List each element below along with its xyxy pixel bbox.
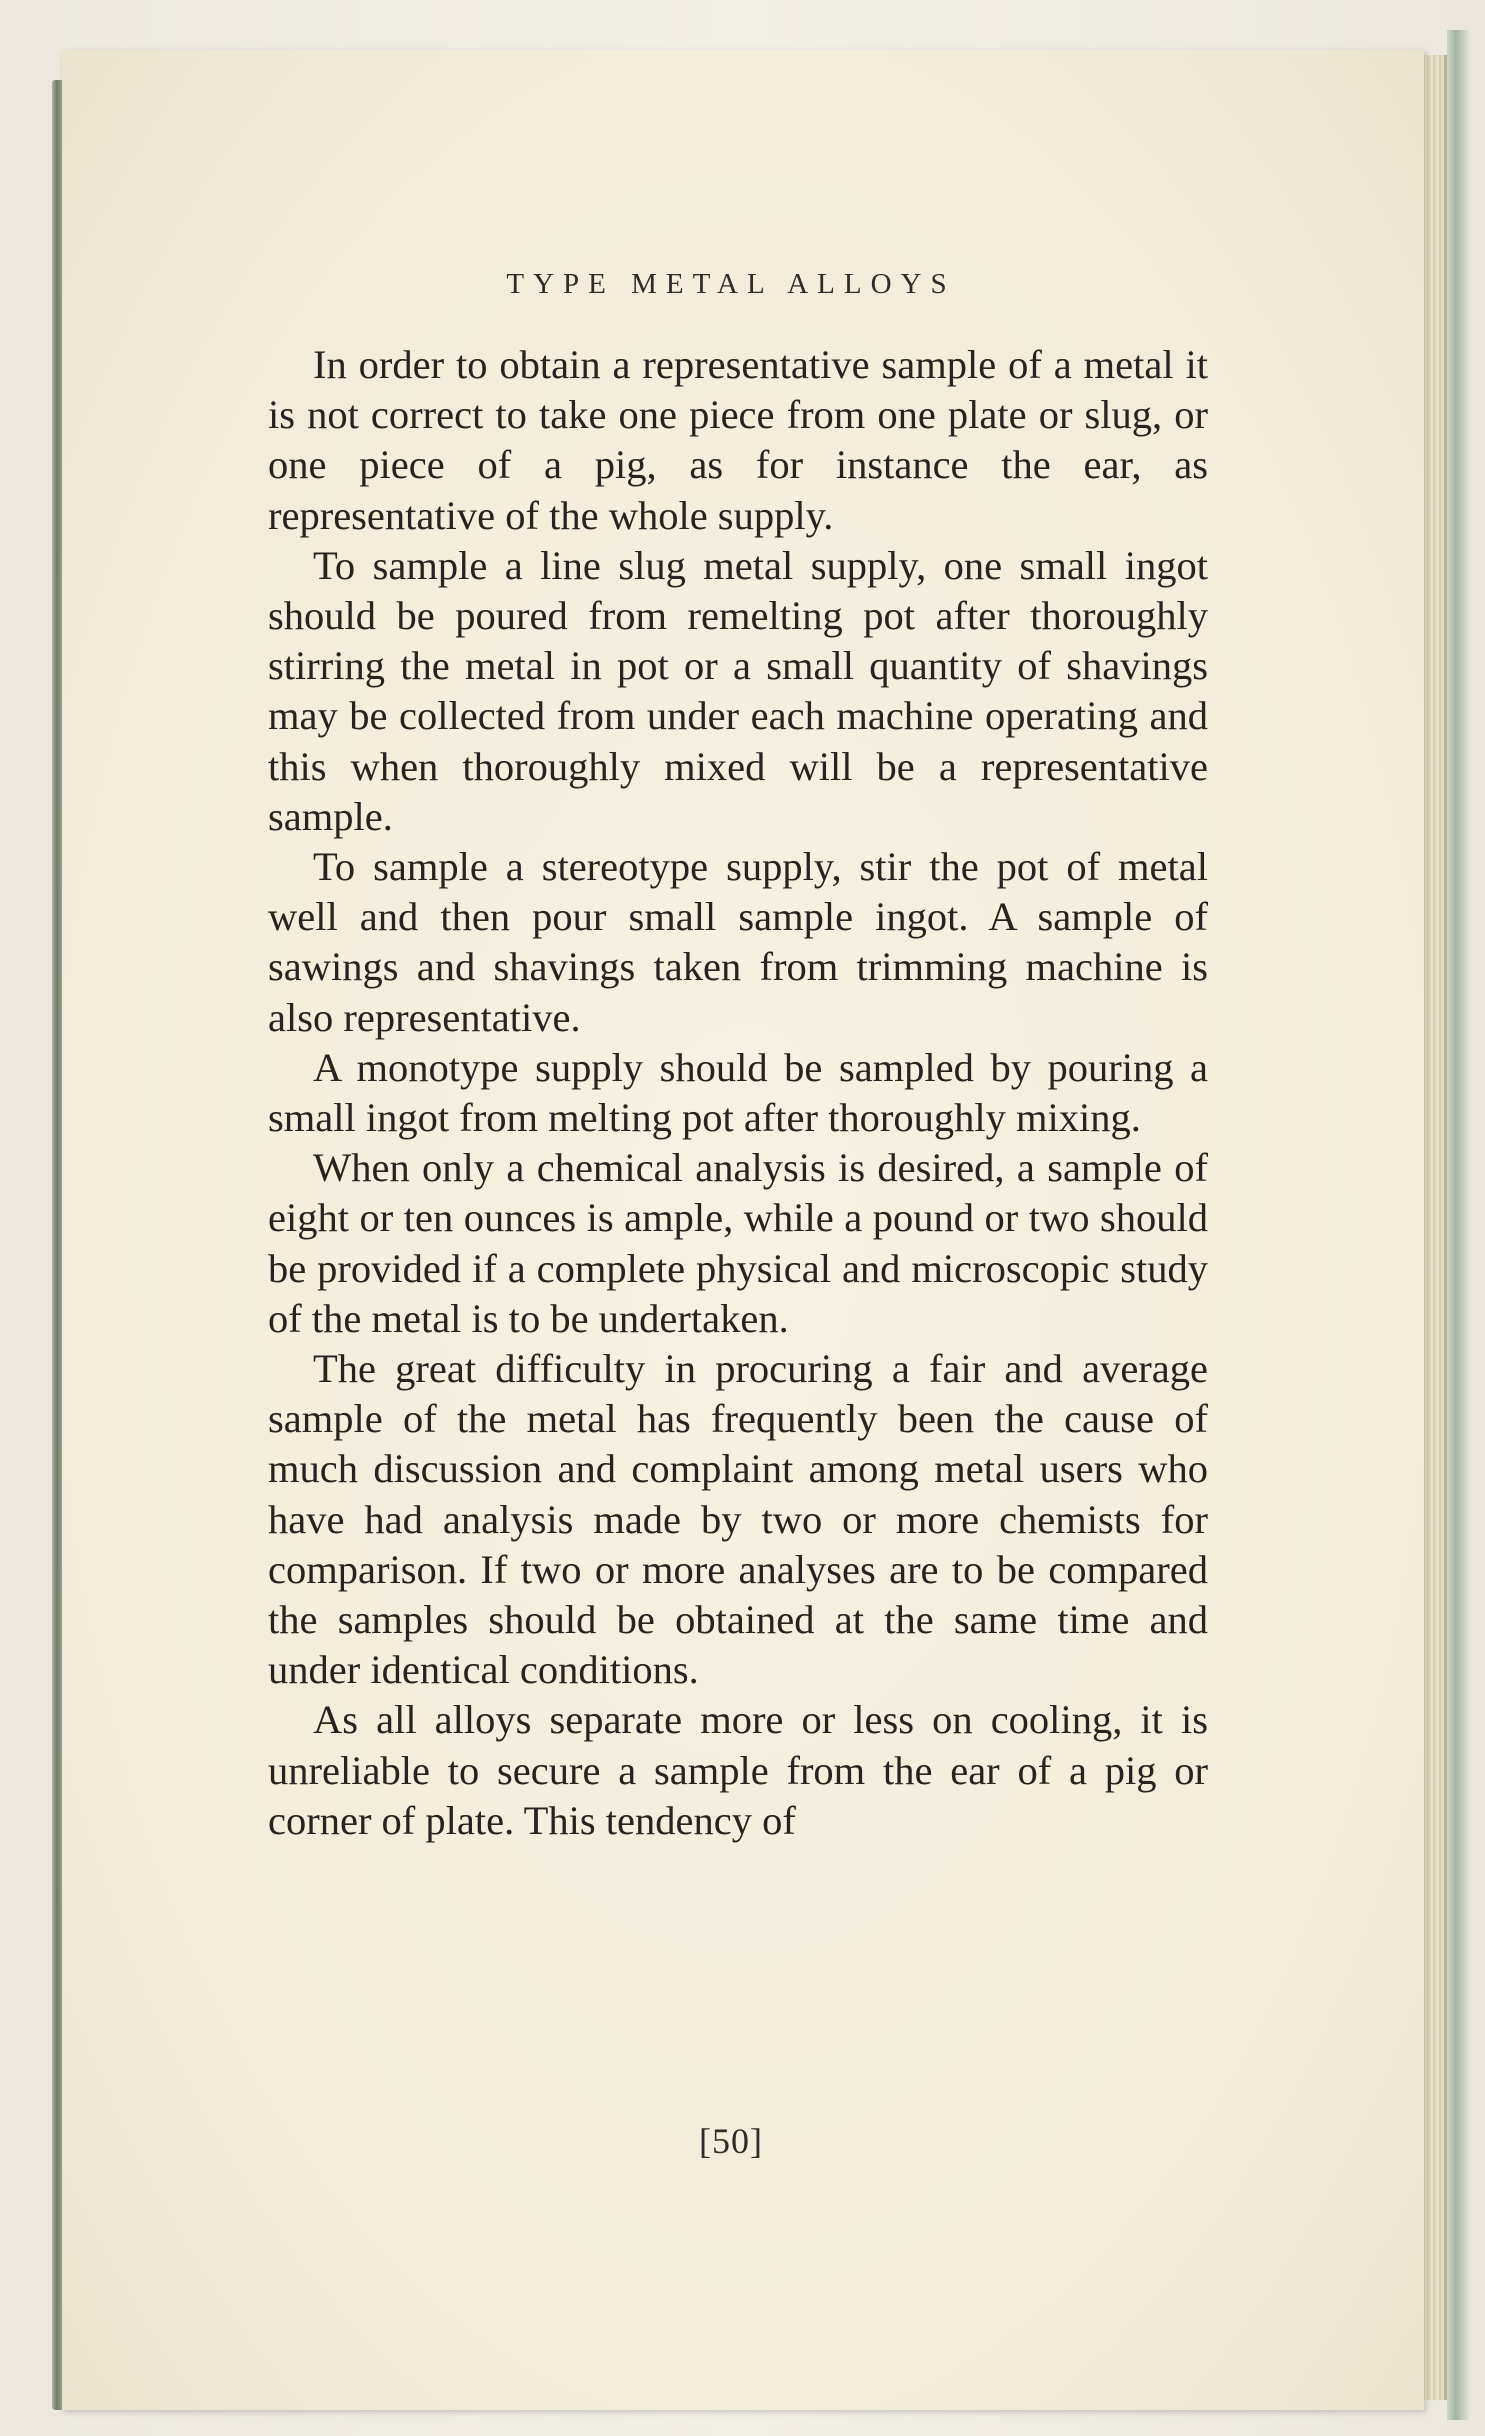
paragraph: The great difficulty in procuring a fair and average sample of the metal has frequently been the cause of much discussion and complaint among metal users who have had analysis made by two or more chemists for comparison. If two or more analyses are to be compared the samples should be obtained at the same time and under identical conditions. (268, 1346, 1208, 1693)
paragraph: To sample a stereotype supply, stir the pot of metal well and then pour small sample ingot. A sample of sawings and shavings taken from trimming machine is also representative. (268, 844, 1208, 1040)
paragraph: A monotype supply should be sampled by pouring a small ingot from melting pot after thoroughly mixing. (268, 1044, 1208, 1141)
page-number: [50] (699, 2121, 763, 2161)
book-cover-edge (1447, 30, 1469, 2420)
paragraph: To sample a line slug metal supply, one small ingot should be poured from remelting pot after thoroughly stirring the metal in pot or a small quantity of shavings may be collected from under each machine operating and this when thoroughly mixed will be a representative sample. (268, 542, 1208, 839)
body-text (268, 340, 1208, 1846)
paragraph: In order to obtain a representative sample of a metal it is not correct to take one piece from one plate or slug, or one piece of a pig, as for instance the ear, as representative of the whole supply. (268, 342, 1208, 538)
running-head: TYPE METAL ALLOYS (506, 268, 956, 300)
paragraph: As all alloys separate more or less on cooling, it is unreliable to secure a sample from the ear of a pig or corner of plate. This tendency of (268, 1697, 1208, 1843)
paragraph: When only a chemical analysis is desired, a sample of eight or ten ounces is ample, while a pound or two should be provided if a complete physical and microscopic study of the metal is to be undertaken. (268, 1145, 1208, 1341)
